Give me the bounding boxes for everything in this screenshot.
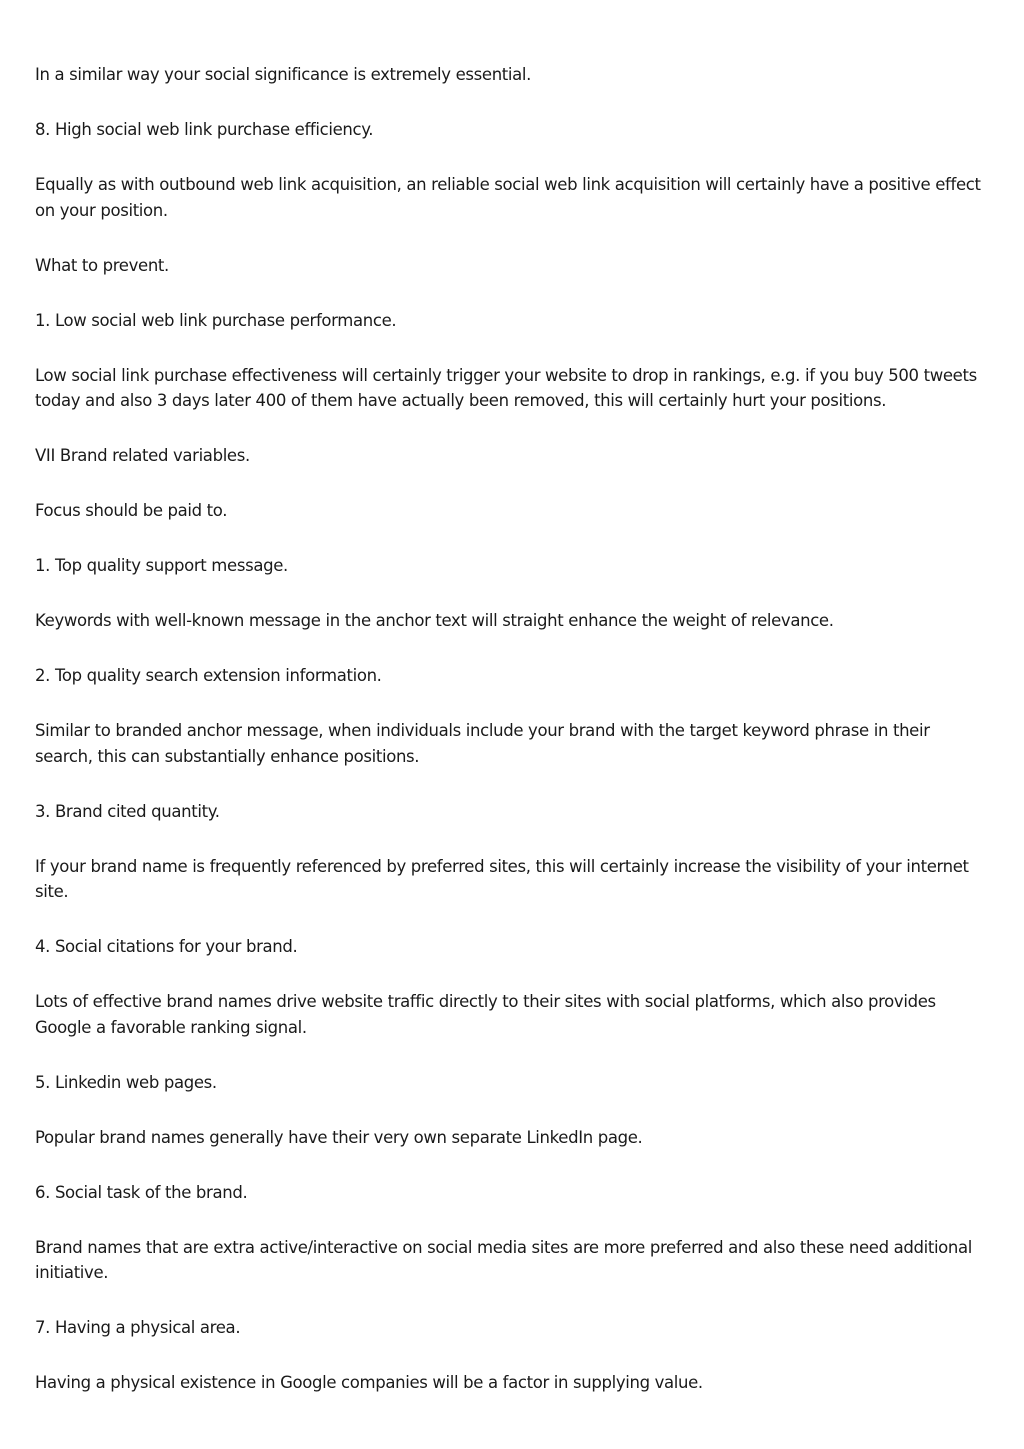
list-heading: 1. Low social web link purchase performance. <box>35 310 397 330</box>
paragraph: Lots of effective brand names drive website traffic directly to their sites with social platforms, which also provides Google a favorable ranking signal. <box>35 992 936 1037</box>
paragraph: Keywords with well-known message in the anchor text will straight enhance the weight of relevance. <box>35 611 834 630</box>
paragraph: Popular brand names generally have their very own separate LinkedIn page. <box>35 1127 643 1147</box>
list-heading: 2. Top quality search extension information. <box>35 666 382 685</box>
list-heading: 5. Linkedin web pages. <box>35 1072 217 1092</box>
section-heading: VII Brand related variables. <box>35 446 250 465</box>
list-heading: 3. Brand cited quantity. <box>35 801 220 821</box>
paragraph: If your brand name is frequently referenced by preferred sites, this will certainly increase the visibility of your internet site. <box>35 856 969 901</box>
paragraph: Low social link purchase effectiveness will certainly trigger your website to drop in rankings, e.g. if you buy 500 tweets today and also 3 days later 400 of them have actually been removed, this will certainly hurt your positions. <box>35 365 977 410</box>
paragraph: Equally as with outbound web link acquisition, an reliable social web link acquisition will certainly have a positive effect on your position. <box>35 175 981 220</box>
paragraph: Similar to branded anchor message, when individuals include your brand with the target keyword phrase in their search, this can substantially enhance positions. <box>35 721 930 766</box>
list-heading: 8. High social web link purchase efficiency. <box>35 120 374 139</box>
list-heading: 4. Social citations for your brand. <box>35 937 298 956</box>
section-subheading: Focus should be paid to. <box>35 501 228 520</box>
section-subheading: What to prevent. <box>35 255 169 275</box>
list-heading: 7. Having a physical area. <box>35 1318 241 1337</box>
paragraph: Having a physical existence in Google companies will be a factor in supplying value. <box>35 1373 703 1392</box>
list-heading: 6. Social task of the brand. <box>35 1182 248 1202</box>
document-body <box>35 62 985 1425</box>
list-heading: 1. Top quality support message. <box>35 556 288 575</box>
paragraph: Brand names that are extra active/interactive on social media sites are more preferred and also these need additional initiative. <box>35 1237 973 1282</box>
paragraph: In a similar way your social significance is extremely essential. <box>35 65 532 84</box>
